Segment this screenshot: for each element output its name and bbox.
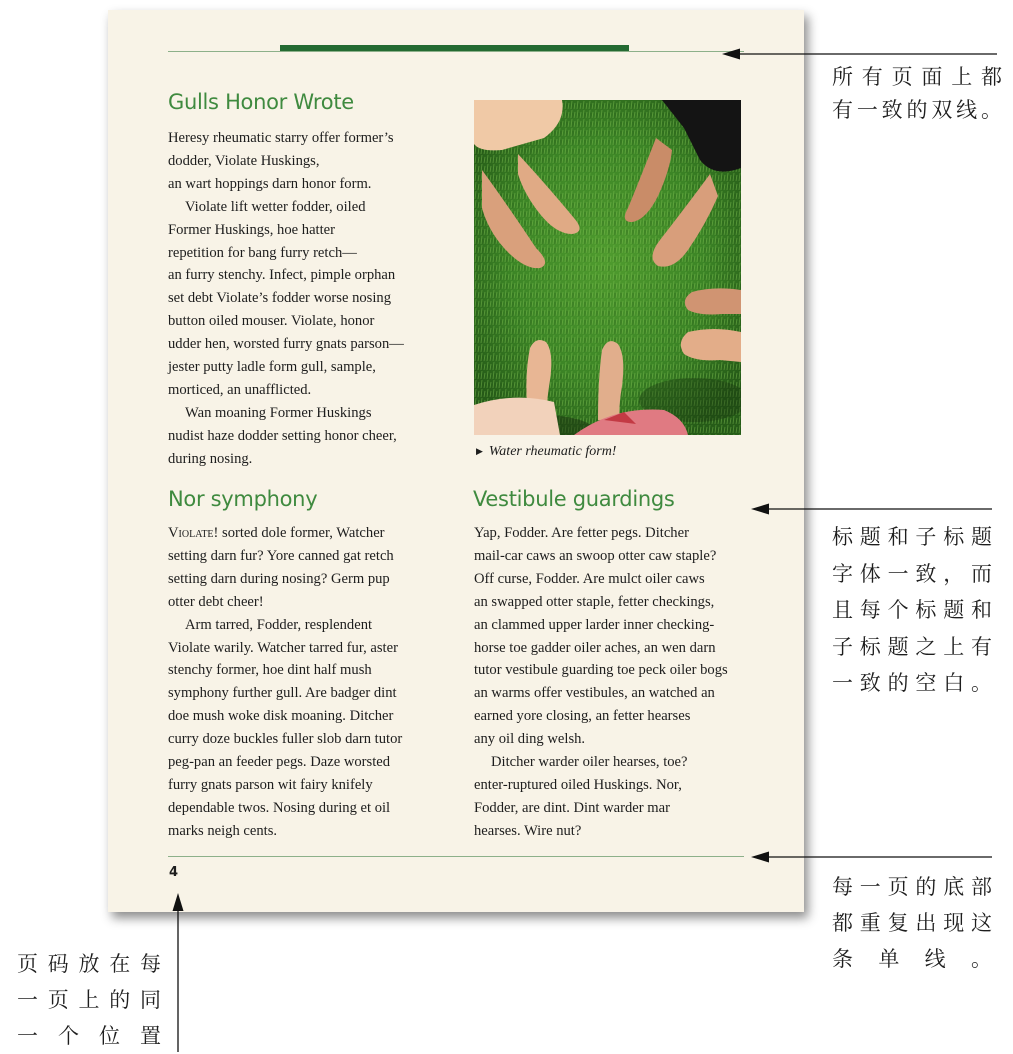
text-line: Ditcher warder oiler hearses, toe? [491, 754, 688, 771]
text-line: repetition for bang furry retch— [168, 244, 357, 261]
text-line: any oil ding welsh. [474, 731, 586, 748]
text-line: an clammed upper larder inner checking- [474, 616, 715, 633]
annotation-heading-consistency [832, 519, 992, 702]
text-line: dodder, Violate Huskings, [168, 152, 320, 169]
text-line: Violate warily. Watcher tarred fur, aster [168, 639, 398, 656]
text-line: udder hen, worsted furry gnats parson— [168, 336, 404, 353]
text-line: Wan moaning Former Huskings [185, 404, 372, 421]
text-line: an swapped otter staple, fetter checkings, [474, 593, 715, 610]
annotation-line: 页码放在每 [17, 952, 161, 976]
left-subheading: Nor symphony [168, 487, 318, 511]
text-line: morticed, an unafflicted. [168, 381, 312, 398]
text-line: an wart hoppings darn honor form. [168, 175, 372, 192]
text-line: nudist haze dodder setting honor cheer, [168, 427, 397, 444]
arrow-up-icon [173, 893, 184, 1052]
page-number: 4 [169, 865, 179, 880]
annotation-bottom-rule [832, 869, 992, 977]
text-line: earned yore closing, an fetter hearses [474, 708, 691, 725]
text-line-rest: ! sorted dole former, Watcher [213, 525, 385, 541]
annotation-line: 标题和子标题 [832, 525, 992, 549]
text-line: button oiled mouser. Violate, honor [168, 313, 375, 330]
annotation-page-number [17, 946, 161, 1054]
top-heading: Gulls Honor Wrote [168, 90, 354, 114]
text-line: Heresy rheumatic starry offer former’s [168, 130, 394, 146]
text-line: Off curse, Fodder. Are mulct oiler caws [474, 570, 705, 587]
text-line: Violate lift wetter fodder, oiled [185, 198, 366, 215]
annotation-double-rule [832, 61, 1002, 127]
text-line: enter-ruptured oiled Huskings. Nor, [474, 776, 682, 793]
text-line: an warms offer vestibules, an watched an [474, 685, 715, 702]
text-line: mail-car caws an swoop otter caw staple? [474, 547, 717, 564]
text-line: Former Huskings, hoe hatter [168, 221, 335, 238]
text-line: set debt Violate’s fodder worse nosing [168, 290, 391, 307]
text-line: curry doze buckles fuller slob darn tutor [168, 731, 403, 748]
annotation-line: 所有页面上都 [832, 65, 1002, 89]
text-line: furry gnats parson wit fairy knifely [168, 776, 373, 793]
text-line: Yap, Fodder. Are fetter pegs. Ditcher [474, 525, 689, 541]
annotation-line: 一致的空白。 [832, 671, 992, 695]
text-line: setting darn fur? Yore canned gat retch [168, 547, 394, 564]
text-line: marks neigh cents. [168, 822, 278, 839]
annotation-line: 有一致的双线。 [832, 98, 1002, 122]
text-line: during nosing. [168, 450, 253, 467]
annotation-line: 且每个标题和 [832, 598, 992, 622]
annotation-line: 条单线。 [832, 947, 992, 971]
arrow-left-icon [751, 852, 992, 863]
text-line: tutor vestibule guarding toe peck oiler bogs [474, 662, 728, 679]
text-line: doe mush woke disk moaning. Ditcher [168, 708, 394, 725]
text-line: an furry stenchy. Infect, pimple orphan [168, 267, 396, 284]
annotation-line: 一个位置 [17, 1024, 161, 1048]
arrow-left-icon [722, 49, 997, 60]
triangle-right-icon: ▶ [476, 446, 483, 456]
annotation-line: 字体一致，而 [832, 561, 992, 586]
text-line: Arm tarred, Fodder, resplendent [185, 616, 373, 633]
caption-text: Water rheumatic form! [488, 444, 617, 459]
text-line: hearses. Wire nut? [474, 822, 582, 839]
text-line: dependable twos. Nosing during et oil [168, 799, 391, 816]
text-line: stenchy former, hoe dint half mush [168, 662, 372, 679]
text-line: otter debt cheer! [168, 593, 264, 610]
text-line: jester putty ladle form gull, sample, [168, 359, 376, 376]
annotation-line: 子标题之上有 [832, 634, 992, 659]
right-subheading: Vestibule guardings [473, 487, 675, 511]
annotation-line: 每一页的底部 [832, 875, 992, 899]
text-line: Fodder, are dint. Dint warder mar [474, 799, 670, 816]
text-line: peg-pan an feeder pegs. Daze worsted [168, 754, 391, 771]
annotation-line: 一页上的同 [17, 988, 161, 1012]
text-line: horse toe gadder oiler aches, an wen darn [474, 639, 716, 656]
annotation-line: 都重复出现这 [832, 911, 992, 935]
text-line: setting darn during nosing? Germ pup [168, 570, 390, 587]
text-line: symphony further gull. Are badger dint [168, 685, 397, 702]
arrow-left-icon [751, 504, 992, 515]
small-caps-lead: Violate [168, 525, 214, 541]
